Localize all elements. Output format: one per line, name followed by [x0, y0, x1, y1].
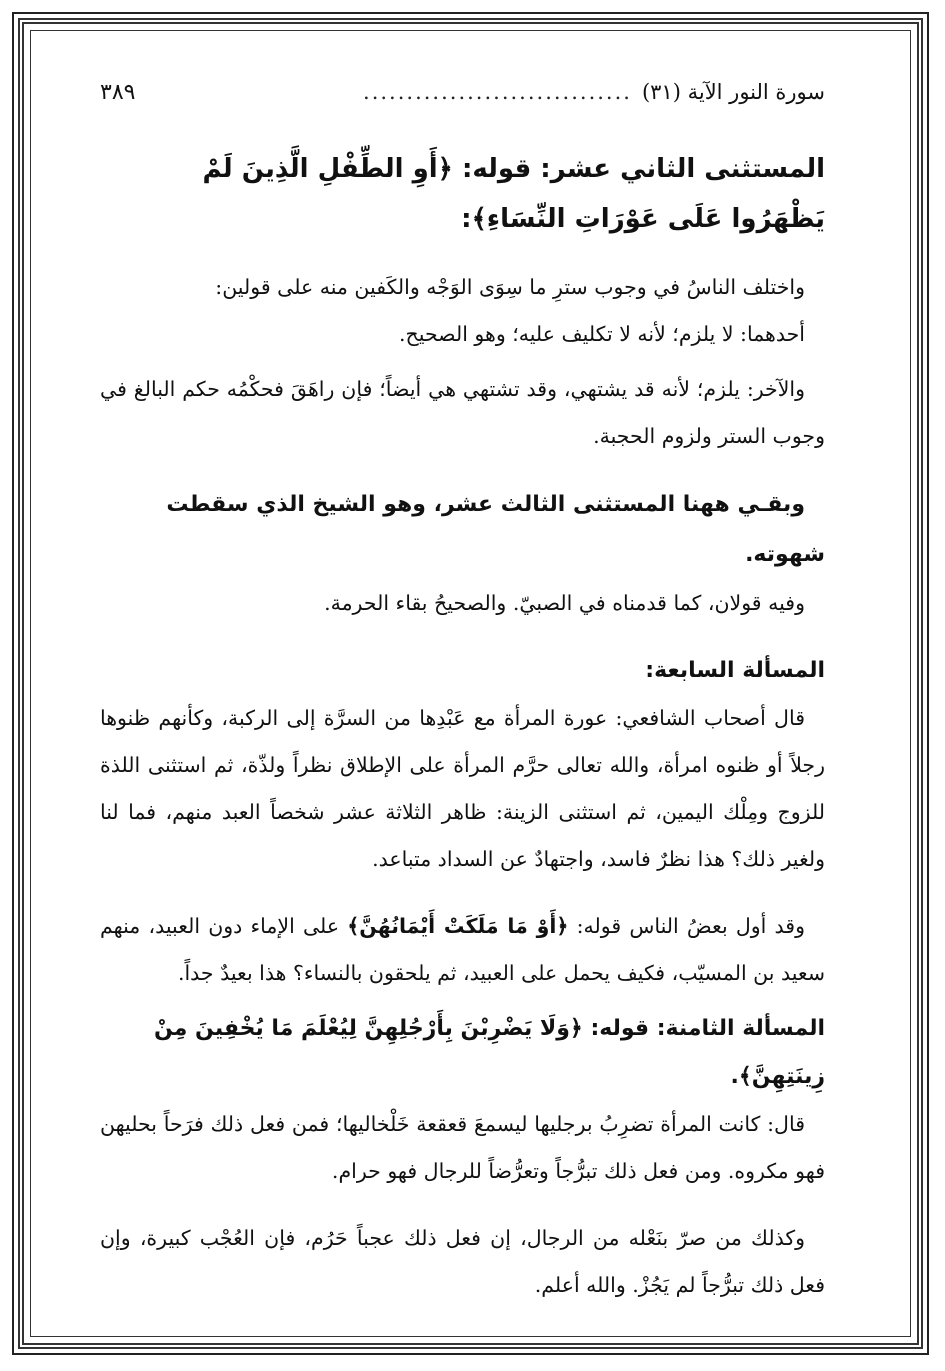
quran-verse: ﴿أَوْ مَا مَلَكَتْ أَيْمَانُهُنَّ﴾ — [347, 914, 569, 938]
section-label: المستثنى الثاني عشر: قوله: — [452, 154, 825, 184]
quran-verse: ﴿أَوِ الطِّفْلِ الَّذِينَ لَمْ يَظْهَرُوا عَلَى عَوْرَاتِ النِّسَاءِ﴾ — [202, 154, 825, 234]
running-header — [100, 80, 825, 116]
section-tail: : — [461, 204, 472, 234]
section-label: المسألة الثامنة: قوله: — [582, 1016, 825, 1041]
paragraph: قال: كانت المرأة تضرِبُ برجليها ليسمعَ قعقعة خَلْخاليها؛ فمن فعل ذلك فرَحاً بحليهن فهو مكروه. ومن فعل ذلك تبرُّجاً وتعرُّضاً للرجال فهو حرام. — [100, 1112, 825, 1183]
header-leader-dots: ............................... — [363, 80, 632, 104]
paragraph: وكذلك من صرّ بنَعْله من الرجال، إن فعل ذلك عجباً حَرُم، فإن العُجْب كبيرة، وإن فعل ذلك تبرُّجاً لم يَجُزْ. والله أعلم. — [100, 1226, 825, 1297]
page-content — [100, 80, 825, 1309]
paragraph: أحدهما: لا يلزم؛ لأنه لا تكليف عليه؛ وهو الصحيح. — [399, 322, 805, 346]
quran-verse: ﴿وَلَا يَضْرِبْنَ بِأَرْجُلِهِنَّ لِيُعْلَمَ مَا يُخْفِينَ مِنْ زِينَتِهِنَّ﴾ — [153, 1016, 825, 1089]
paragraph: قال أصحاب الشافعي: عورة المرأة مع عَبْدِها من السرَّة إلى الركبة، وكأنهم ظنوها رجلاً أو ظنوه امرأة، والله تعالى حرَّم المرأة على الإطلاق نظراً ولذّة، ثم استثنى اللذة للزوج ومِلْك اليمين، ثم استثنى الزينة: ظاهر الثلاثة عشر شخصاً العبد منهم، فما لنا ولغير ذلك؟ هذا نظرٌ فاسد، واجتهادٌ عن السداد متباعد. — [100, 706, 825, 871]
paragraph: واختلف الناسُ في وجوب سترِ ما سِوَى الوَجْه والكَفين منه على قولين: — [215, 275, 805, 299]
thirteenth-exception-heading: وبقـي ههنا المستثنى الثالث عشر، وهو الشيخ الذي سقطت شهوته. — [166, 492, 825, 567]
header-title: سورة النور الآية (٣١) — [641, 80, 825, 104]
paragraph — [100, 903, 825, 997]
paragraph: وفيه قولان، كما قدمناه في الصبيّ. والصحيحُ بقاء الحرمة. — [324, 591, 805, 615]
page-number: ٣٨٩ — [100, 80, 136, 105]
section-tail: . — [730, 1064, 739, 1089]
section-seventh-issue: المسألة السابعة: — [645, 658, 825, 683]
text-run: وقد أول بعضُ الناس قوله: — [568, 914, 805, 938]
text-run: على الإماء دون العبيد، منهم سعيد بن المسيّب، فكيف يحمل على العبيد، ثم يلحقون بالنساء؟ هذا بعيدٌ جداً. — [100, 914, 825, 985]
section-eighth-issue — [100, 1005, 825, 1101]
paragraph: والآخر: يلزم؛ لأنه قد يشتهي، وقد تشتهي هي أيضاً؛ فإن راهَقَ فحكْمُه حكم البالغ في وجوب الستر ولزوم الحجبة. — [100, 377, 825, 448]
section-twelfth-exception — [100, 144, 825, 244]
